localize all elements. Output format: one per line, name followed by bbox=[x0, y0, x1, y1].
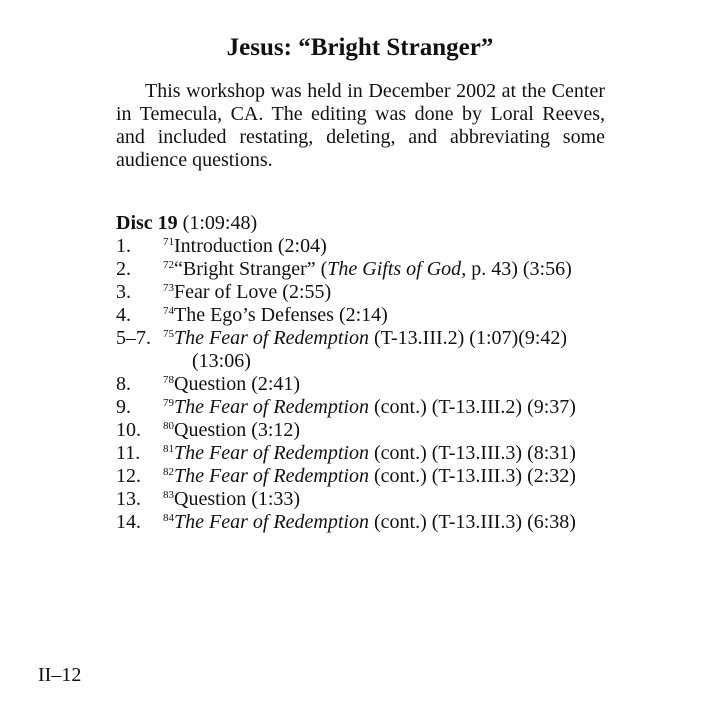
track-item bbox=[116, 488, 636, 511]
track-number: 12. bbox=[116, 465, 141, 487]
track-item bbox=[116, 327, 636, 373]
track-title: Question bbox=[174, 488, 247, 510]
track-item bbox=[116, 442, 636, 465]
track-number: 9. bbox=[116, 396, 131, 418]
track-superscript: 83 bbox=[163, 489, 174, 501]
track-number: 13. bbox=[116, 488, 141, 510]
track-details: (3:12) bbox=[246, 419, 301, 441]
track-item bbox=[116, 258, 636, 281]
track-superscript: 74 bbox=[163, 305, 174, 317]
track-details: (cont.) (T-13.III.3) (8:31) bbox=[368, 442, 576, 464]
track-continuation: (13:06) bbox=[192, 350, 251, 372]
track-superscript: 72 bbox=[163, 259, 174, 271]
track-item bbox=[116, 304, 636, 327]
track-item bbox=[116, 281, 636, 304]
track-title-italic: The Fear of Redemption bbox=[174, 442, 369, 464]
track-title-italic: The Fear of Redemption bbox=[174, 327, 369, 349]
track-details: (1:33) bbox=[246, 488, 301, 510]
track-title: Introduction bbox=[174, 235, 273, 257]
track-title: Question bbox=[174, 419, 247, 441]
track-superscript: 82 bbox=[163, 466, 174, 478]
track-item bbox=[116, 465, 636, 488]
track-title-italic: The Fear of Redemption bbox=[174, 465, 369, 487]
track-superscript: 80 bbox=[163, 420, 174, 432]
track-number: 8. bbox=[116, 373, 131, 395]
track-superscript: 79 bbox=[163, 397, 174, 409]
track-details: (2:55) bbox=[277, 281, 332, 303]
track-number: 2. bbox=[116, 258, 131, 280]
track-item bbox=[116, 419, 636, 442]
track-superscript: 75 bbox=[163, 328, 174, 340]
track-superscript: 71 bbox=[163, 236, 174, 248]
disc-header bbox=[116, 212, 257, 235]
disc-label: Disc 19 bbox=[116, 212, 178, 234]
track-title-italic: The Fear of Redemption bbox=[174, 511, 369, 533]
track-number: 10. bbox=[116, 419, 141, 441]
track-item bbox=[116, 396, 636, 419]
page-number: II–12 bbox=[38, 664, 82, 686]
track-title-italic: The Fear of Redemption bbox=[174, 396, 369, 418]
track-superscript: 81 bbox=[163, 443, 174, 455]
track-number: 5–7. bbox=[116, 327, 151, 349]
track-number: 14. bbox=[116, 511, 141, 533]
track-details: , p. 43) (3:56) bbox=[461, 258, 572, 280]
track-details: (T-13.III.2) (1:07)(9:42) bbox=[368, 327, 568, 349]
track-details: (2:41) bbox=[246, 373, 301, 395]
track-superscript: 84 bbox=[163, 512, 174, 524]
track-title: Question bbox=[174, 373, 247, 395]
track-superscript: 73 bbox=[163, 282, 174, 294]
track-details: (cont.) (T-13.III.3) (2:32) bbox=[368, 465, 576, 487]
track-list bbox=[116, 235, 636, 534]
track-title: “Bright Stranger” ( bbox=[174, 258, 328, 280]
track-item bbox=[116, 511, 636, 534]
track-title-italic: The Gifts of God bbox=[327, 258, 462, 280]
track-details: (2:04) bbox=[272, 235, 327, 257]
track-number: 1. bbox=[116, 235, 131, 257]
track-title: The Ego’s Defenses bbox=[174, 304, 334, 326]
intro-paragraph: This workshop was held in December 2002 at the Center in Temecula, CA. The editing was done by Loral Reeves, and included restating, deleting, and abbreviating some audience questions. bbox=[116, 80, 605, 171]
track-superscript: 78 bbox=[163, 374, 174, 386]
track-item bbox=[116, 373, 636, 396]
track-number: 4. bbox=[116, 304, 131, 326]
disc-duration: (1:09:48) bbox=[182, 212, 258, 234]
track-details: (cont.) (T-13.III.3) (6:38) bbox=[368, 511, 576, 533]
track-number: 3. bbox=[116, 281, 131, 303]
page-title: Jesus: “Bright Stranger” bbox=[226, 34, 494, 61]
track-details: (2:14) bbox=[333, 304, 388, 326]
track-title: Fear of Love bbox=[174, 281, 278, 303]
track-details: (cont.) (T-13.III.2) (9:37) bbox=[368, 396, 576, 418]
track-number: 11. bbox=[116, 442, 141, 464]
track-item bbox=[116, 235, 636, 258]
